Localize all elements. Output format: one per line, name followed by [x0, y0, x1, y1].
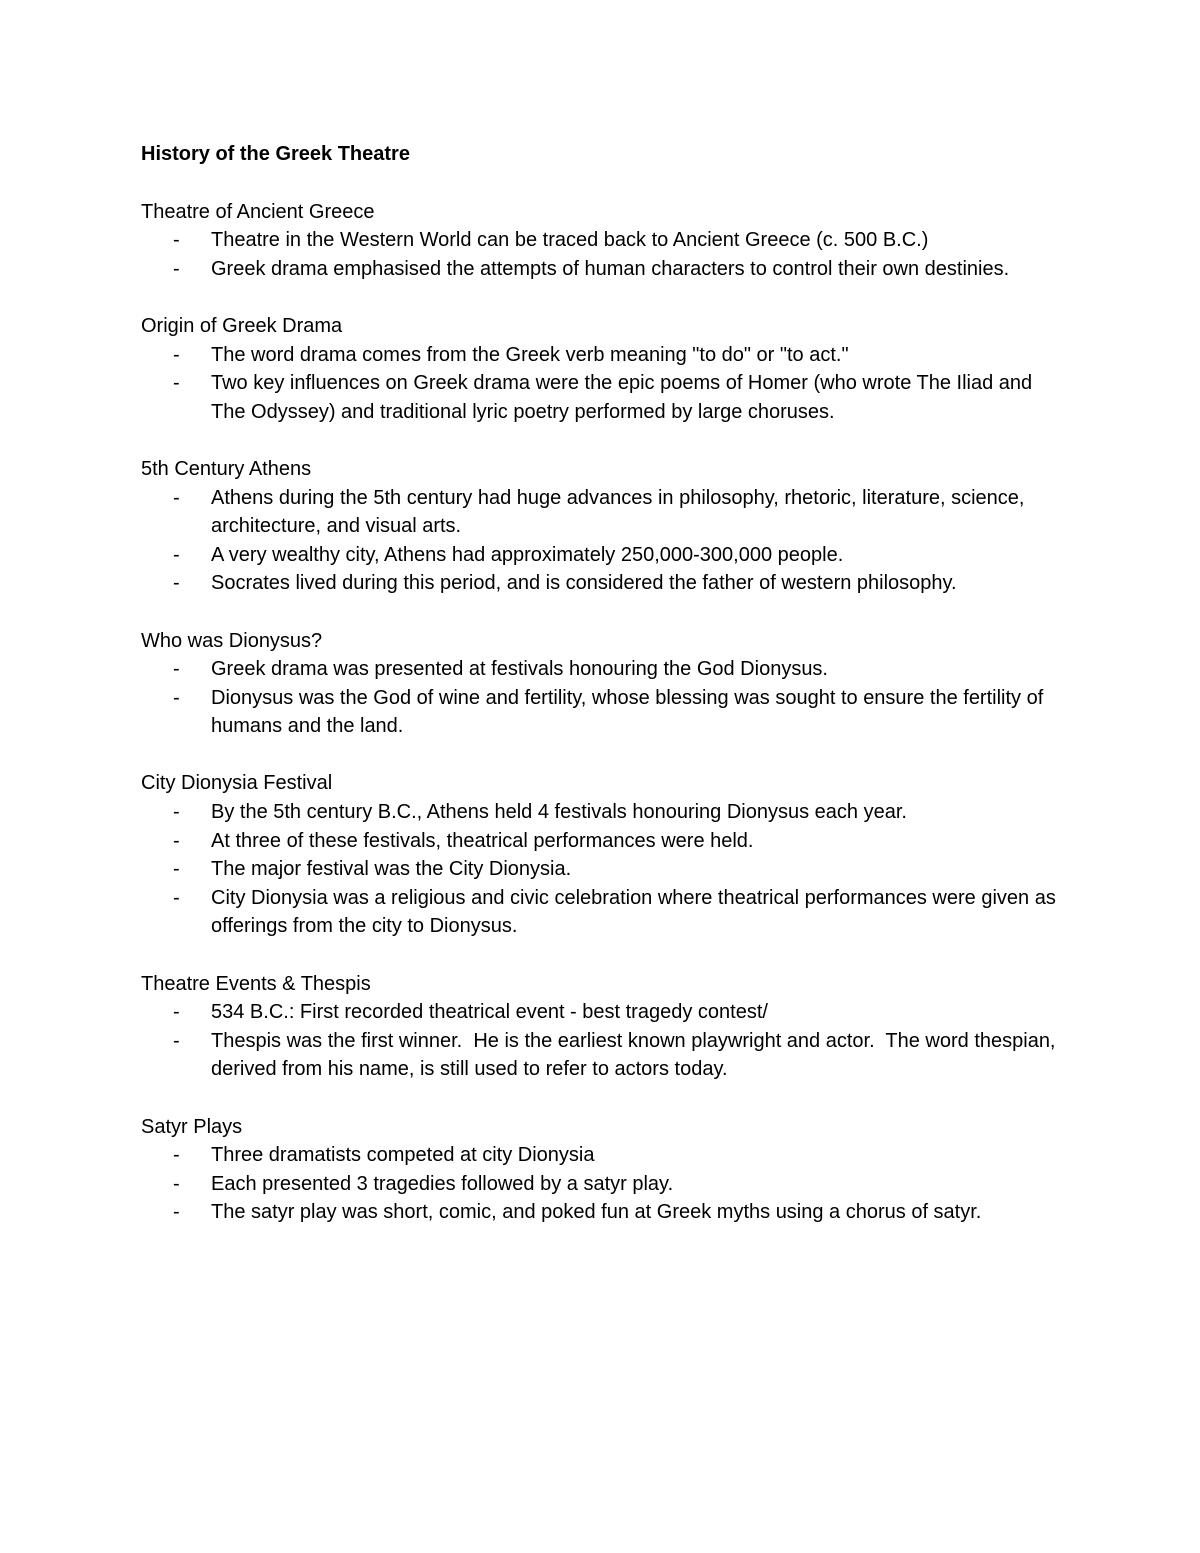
dash-bullet-icon: -: [173, 829, 180, 852]
section-origin-of-greek-drama: [141, 312, 1071, 426]
list-item: [141, 998, 1071, 1027]
list-item-text: The major festival was the City Dionysia.: [211, 858, 572, 881]
bullet-list: [141, 484, 1071, 598]
dash-bullet-icon: -: [173, 801, 180, 824]
bullet-list: [141, 341, 1071, 427]
list-item: [141, 369, 1071, 426]
list-item-text: By the 5th century B.C., Athens held 4 festivals honouring Dionysus each year.: [211, 801, 907, 824]
list-item: [141, 1027, 1071, 1084]
bullet-list: [141, 226, 1071, 283]
list-item: [141, 655, 1071, 684]
dash-bullet-icon: -: [173, 229, 180, 252]
list-item: [141, 1141, 1071, 1170]
list-item: [141, 226, 1071, 255]
dash-bullet-icon: -: [173, 543, 180, 566]
dash-bullet-icon: -: [173, 658, 180, 681]
dash-bullet-icon: -: [173, 372, 180, 395]
dash-bullet-icon: -: [173, 1201, 180, 1224]
bullet-list: [141, 1141, 1071, 1227]
list-item: [141, 684, 1071, 741]
section-heading: Theatre Events & Thespis: [141, 972, 371, 995]
bullet-list: [141, 655, 1071, 741]
list-item: [141, 1170, 1071, 1199]
section-heading: Origin of Greek Drama: [141, 314, 343, 337]
section-heading: 5th Century Athens: [141, 457, 312, 480]
list-item-text: The satyr play was short, comic, and poked fun at Greek myths using a chorus of satyr.: [211, 1201, 982, 1224]
dash-bullet-icon: -: [173, 886, 180, 909]
list-item: [141, 255, 1071, 284]
list-item-text: The word drama comes from the Greek verb meaning "to do" or "to act.": [211, 343, 849, 366]
list-item-text: Greek drama emphasised the attempts of human characters to control their own destinies.: [211, 257, 1010, 280]
list-item-text: Theatre in the Western World can be traced back to Ancient Greece (c. 500 B.C.): [211, 229, 929, 252]
list-item: [141, 484, 1071, 541]
list-item: [141, 855, 1071, 884]
section-5th-century-athens: [141, 455, 1071, 598]
list-item-text: Thespis was the first winner. He is the earliest known playwright and actor. The word thespian, derived from his name, is still used to refer to actors today.: [211, 1029, 1062, 1081]
dash-bullet-icon: -: [173, 1172, 180, 1195]
dash-bullet-icon: -: [173, 1001, 180, 1024]
dash-bullet-icon: -: [173, 686, 180, 709]
list-item-text: Socrates lived during this period, and is considered the father of western philosophy.: [211, 572, 957, 595]
section-theatre-events-thespis: [141, 970, 1071, 1084]
list-item-text: A very wealthy city, Athens had approximately 250,000-300,000 people.: [211, 543, 844, 566]
dash-bullet-icon: -: [173, 572, 180, 595]
bullet-list: [141, 798, 1071, 941]
list-item: [141, 569, 1071, 598]
list-item-text: Three dramatists competed at city Dionysia: [211, 1144, 595, 1167]
list-item-text: Each presented 3 tragedies followed by a satyr play.: [211, 1172, 674, 1195]
list-item: [141, 341, 1071, 370]
dash-bullet-icon: -: [173, 1029, 180, 1052]
section-who-was-dionysus: [141, 627, 1071, 741]
list-item: [141, 827, 1071, 856]
document-title: History of the Greek Theatre: [141, 143, 410, 165]
section-heading: City Dionysia Festival: [141, 772, 333, 795]
list-item-text: 534 B.C.: First recorded theatrical event - best tragedy contest/: [211, 1001, 768, 1024]
list-item-text: Greek drama was presented at festivals honouring the God Dionysus.: [211, 658, 828, 681]
list-item: [141, 541, 1071, 570]
list-item-text: Athens during the 5th century had huge advances in philosophy, rhetoric, literature, science, architecture, and visual arts.: [211, 486, 1025, 538]
list-item-text: City Dionysia was a religious and civic celebration where theatrical performances were given as offerings from the city to Dionysus.: [211, 886, 1056, 938]
section-heading: Satyr Plays: [141, 1115, 243, 1138]
dash-bullet-icon: -: [173, 486, 180, 509]
list-item: [141, 798, 1071, 827]
list-item: [141, 1198, 1071, 1227]
list-item-text: Two key influences on Greek drama were the epic poems of Homer (who wrote The Iliad and The Odyssey) and traditional lyric poetry performed by large choruses.: [211, 372, 1033, 423]
section-satyr-plays: [141, 1113, 1071, 1227]
document-page: [141, 140, 1071, 1256]
section-heading: Who was Dionysus?: [141, 629, 323, 652]
bullet-list: [141, 998, 1071, 1084]
dash-bullet-icon: -: [173, 1144, 180, 1167]
dash-bullet-icon: -: [173, 257, 180, 280]
dash-bullet-icon: -: [173, 343, 180, 366]
section-theatre-of-ancient-greece: [141, 198, 1071, 284]
list-item-text: Dionysus was the God of wine and fertility, whose blessing was sought to ensure the fertility of humans and the land.: [211, 686, 1044, 738]
list-item: [141, 884, 1071, 941]
section-city-dionysia-festival: [141, 769, 1071, 941]
list-item-text: At three of these festivals, theatrical performances were held.: [211, 829, 754, 852]
dash-bullet-icon: -: [173, 858, 180, 881]
section-heading: Theatre of Ancient Greece: [141, 200, 375, 223]
